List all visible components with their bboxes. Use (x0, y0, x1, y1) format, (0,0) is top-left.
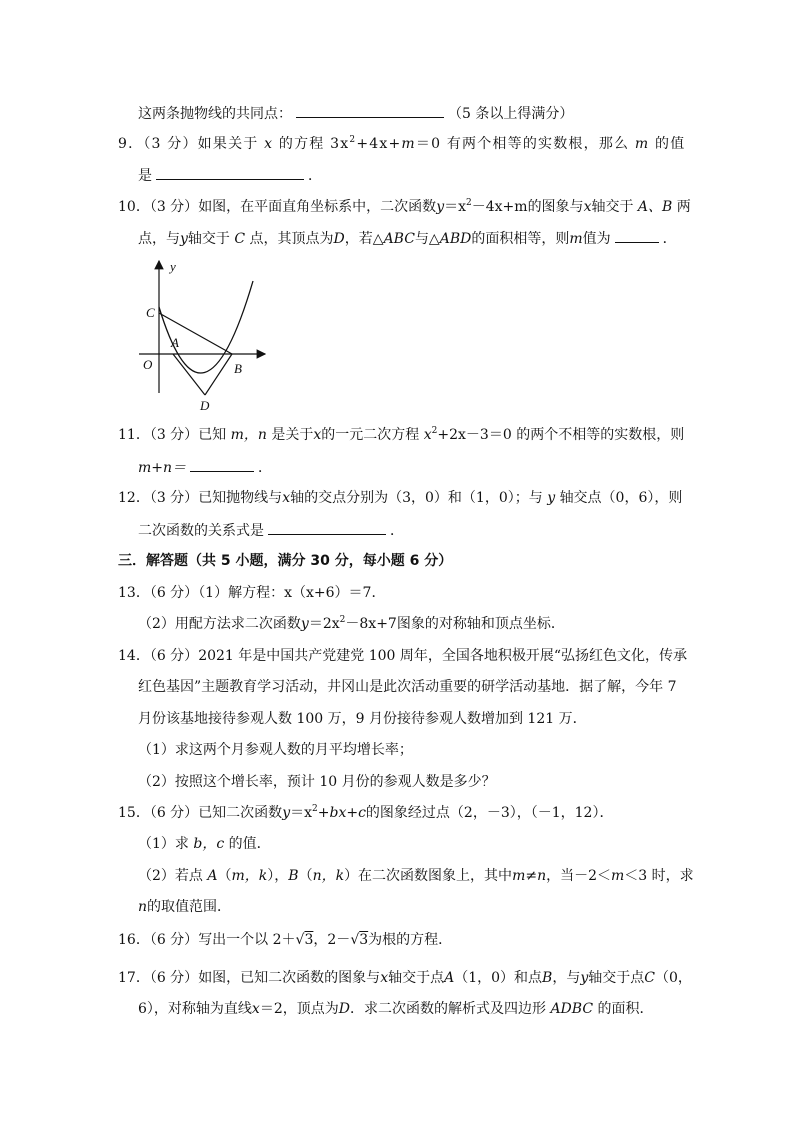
q11-var: m，n (230, 427, 267, 443)
q10-text: 点，与 (138, 231, 180, 247)
q16-text: ，2－ (313, 932, 351, 948)
q13-fn: y (300, 616, 309, 632)
q13-eq: x（x+6）＝7． (284, 585, 386, 601)
q15-part-2 (138, 866, 694, 886)
q9-var: m (634, 136, 650, 152)
q13-fn: －8x+7 (345, 616, 397, 632)
q11-exp: 2 (431, 426, 438, 436)
sqrt-sign: √ (295, 932, 305, 948)
q15-part-2-cont (138, 897, 231, 917)
segment-db (205, 354, 232, 395)
q12-text: 轴的交点分别为（3，0）和（1，0）；与 (290, 490, 543, 506)
q15-line-1 (118, 803, 613, 823)
q10-line-1 (118, 197, 691, 217)
q9-end: ． (308, 168, 322, 184)
q9-line-1 (118, 134, 685, 154)
q15-var: m≠n (512, 868, 547, 884)
q11-text: 是关于 (271, 427, 314, 443)
q9-eq: m (401, 136, 416, 152)
q10-var: y (180, 231, 188, 247)
q17-text: （1，0）和点 (454, 970, 543, 986)
q17-text: ．求二次函数的解析式及四边形 (349, 1001, 546, 1017)
label-y: y (170, 259, 176, 274)
q17-var: x (251, 1001, 260, 1017)
q9-exp: 2 (349, 135, 357, 145)
q17-text: 的面积． (597, 1001, 654, 1017)
q15-fn: y (282, 805, 291, 821)
q10-fn: －4x+m (471, 199, 528, 215)
q16-text: 为根的方程． (368, 932, 453, 948)
q10-text: 轴交于 (591, 199, 634, 215)
q15-var: b，c (193, 836, 225, 852)
q17-var: ADBC (550, 1001, 594, 1017)
q10-var: C (234, 231, 246, 247)
q16-line (118, 930, 452, 950)
q16-text: 写出一个以 2＋ (198, 932, 296, 948)
label-c: C (146, 305, 155, 320)
label-d: D (200, 398, 210, 413)
q10-var: A、B (637, 199, 673, 215)
answer-blank[interactable] (156, 165, 304, 180)
q12-score: （3 分） (149, 490, 199, 506)
q10-line-2 (138, 228, 677, 249)
q10-score: （3 分） (149, 199, 199, 215)
q9-text: 如果关于 (197, 136, 259, 152)
q13-text: （1）解方程： (198, 585, 285, 601)
q11-text: 的一元二次方程 (321, 427, 420, 443)
q9-score: （3 分） (143, 136, 198, 152)
q10-text: 如图，在平面直角坐标系中，二次函数 (198, 199, 437, 215)
q10-var: ABD (439, 231, 472, 247)
q11-line-1 (118, 425, 684, 445)
q15-fn: +bx+c (317, 805, 366, 821)
q15-text: 的取值范围． (147, 899, 232, 915)
q12-end: ． (390, 523, 404, 539)
answer-blank[interactable] (296, 103, 444, 118)
q13-fn: ＝2x (308, 616, 340, 632)
q17-var: B (542, 970, 553, 986)
q12-text: 二次函数的关系式是 (138, 523, 264, 539)
q17-line-1 (118, 968, 692, 988)
q15-var: n (138, 899, 148, 915)
q12-text: 已知抛物线与 (198, 490, 283, 506)
q10-text: 值为 (582, 231, 611, 247)
q14-line-2: 红色基因”主题教育学习活动，井冈山是此次活动重要的研学活动基地．据了解，今年 7 (138, 679, 677, 695)
q11-eq: x (423, 427, 432, 443)
q17-text: ，与 (552, 970, 581, 986)
q15-var: n，k (312, 868, 345, 884)
q15-part-1 (138, 834, 271, 854)
q9-text: 是 (138, 168, 152, 184)
q8-note: （5 条以上得满分） (448, 106, 574, 122)
q14-number: 14． (118, 648, 150, 664)
q17-line-2 (138, 999, 654, 1019)
q13-number: 13． (118, 585, 150, 601)
q15-text: 的图象经过点（2，－3），（－1，12）． (365, 805, 614, 821)
label-a: A (171, 335, 179, 350)
q12-var: y (547, 490, 556, 506)
q12-line-2 (138, 520, 404, 541)
q10-end: ． (662, 231, 677, 247)
q15-text: （ (298, 868, 313, 884)
answer-blank[interactable] (615, 228, 659, 243)
label-b: B (234, 361, 242, 376)
q10-text: 的图象与 (527, 199, 584, 215)
q10-text: 点，其顶点为 (249, 231, 334, 247)
q11-eq: m+n＝ (138, 460, 187, 476)
q17-var: x (380, 970, 389, 986)
q11-line-2 (138, 457, 272, 478)
q14-line-1 (118, 646, 687, 666)
q11-end: ． (258, 460, 273, 476)
q16-radicand: 3 (304, 932, 314, 948)
q15-exp: 2 (312, 804, 318, 814)
segment-ad (173, 354, 205, 395)
q17-var: C (644, 970, 655, 986)
q10-text: 轴交于 (187, 231, 230, 247)
q13-score: （6 分） (149, 585, 199, 601)
q9-var: x (264, 136, 274, 152)
q9-text: 的方程 (278, 136, 325, 152)
q15-number: 15． (118, 805, 150, 821)
q17-var: y (580, 970, 589, 986)
q11-number: 11． (118, 427, 150, 443)
q12-text: 轴交点（0，6），则 (559, 490, 683, 506)
q10-fn: ＝x (444, 199, 467, 215)
q15-text: （1）求 (138, 836, 189, 852)
segment-cb (159, 313, 232, 354)
q9-number: 9． (118, 136, 144, 152)
q15-text: 已知二次函数 (198, 805, 283, 821)
q15-var: m (611, 868, 625, 884)
q16-radicand: 3 (359, 932, 369, 948)
q17-number: 17． (118, 970, 150, 986)
q9-eq: 3x (330, 136, 350, 152)
q8-tail-line (138, 103, 573, 124)
q14-part-2: （2）按照这个增长率，预计 10 月份的参观人数是多少？ (138, 774, 496, 790)
q10-var: m (569, 231, 583, 247)
q11-text: 已知 (198, 427, 227, 443)
q17-text: ＝2，顶点为 (259, 1001, 339, 1017)
q15-text: ＜3 时，求 (624, 868, 694, 884)
q13-text: （2）用配方法求二次函数 (138, 616, 301, 632)
q17-text: 6），对称轴为直线 (138, 1001, 252, 1017)
q15-var: m，k (231, 868, 268, 884)
q13-exp: 2 (339, 615, 346, 625)
q17-var: A (444, 970, 455, 986)
q15-text: ，当－2＜ (546, 868, 612, 884)
q12-var: x (282, 490, 291, 506)
q9-eq: ＝0 有两个相等的实数根，那么 (415, 136, 630, 152)
q10-text: 的面积相等，则 (471, 231, 570, 247)
q10-var: ABC (383, 231, 415, 247)
q15-text: ）， (267, 868, 289, 884)
q15-text: ）在二次函数图象上，其中 (344, 868, 513, 884)
q11-eq: +2x－3＝0 的两个不相等的实数根，则 (437, 427, 685, 443)
q11-score: （3 分） (149, 427, 199, 443)
parabola-curve (159, 281, 253, 373)
q14-part-1: （1）求这两个月参观人数的月平均增长率； (138, 742, 413, 758)
q15-text: （ (217, 868, 232, 884)
q9-eq: +4x+ (356, 136, 402, 152)
q17-score: （6 分） (149, 970, 199, 986)
q15-text: （2）若点 (138, 868, 203, 884)
q9-line-2 (138, 165, 322, 186)
answer-blank[interactable] (190, 457, 254, 472)
q10-figure (135, 255, 275, 415)
q17-var: D (338, 1001, 350, 1017)
q15-text: 的值． (228, 836, 271, 852)
q10-number: 10． (118, 199, 150, 215)
q17-text: 轴交于点 (388, 970, 445, 986)
q11-var: x (313, 427, 322, 443)
q15-score: （6 分） (149, 805, 199, 821)
sqrt-sign: √ (350, 932, 360, 948)
section-3-heading: 三．解答题（共 5 小题，满分 30 分，每小题 6 分） (118, 553, 453, 569)
q12-number: 12． (118, 490, 150, 506)
q10-text: 与△ (414, 231, 440, 247)
q10-var: D (333, 231, 345, 247)
q10-var: x (583, 199, 592, 215)
q15-fn: ＝x (290, 805, 313, 821)
label-o: O (143, 357, 153, 372)
q17-text: 轴交于点 (588, 970, 645, 986)
q14-score: （6 分） (149, 648, 199, 664)
q17-text: 如图，已知二次函数的图象与 (198, 970, 381, 986)
q14-text: 2021 年是中国共产党建党 100 周年，全国各地积极开展“弘扬红色文化，传承 (198, 648, 688, 664)
q15-var: A (207, 868, 218, 884)
q13-line-2 (138, 614, 565, 634)
q13-text: 图象的对称轴和顶点坐标． (396, 616, 565, 632)
q10-text: ，若△ (344, 231, 384, 247)
q10-text: 两 (676, 199, 691, 215)
q14-line-3: 月份该基地接待参观人数 100 万，9 月份接待参观人数增加到 121 万． (138, 711, 587, 727)
q15-var: B (288, 868, 299, 884)
q16-score: （6 分） (149, 932, 199, 948)
q12-line-1 (118, 488, 682, 508)
q10-fn: y (436, 199, 445, 215)
q10-exp: 2 (466, 198, 472, 208)
q13-line-1 (118, 583, 385, 603)
q8-tail-text: 这两条抛物线的共同点： (138, 106, 292, 122)
q17-text: （0， (654, 970, 692, 986)
q16-number: 16． (118, 932, 150, 948)
q9-text: 的值 (655, 136, 686, 152)
answer-blank[interactable] (268, 520, 386, 535)
